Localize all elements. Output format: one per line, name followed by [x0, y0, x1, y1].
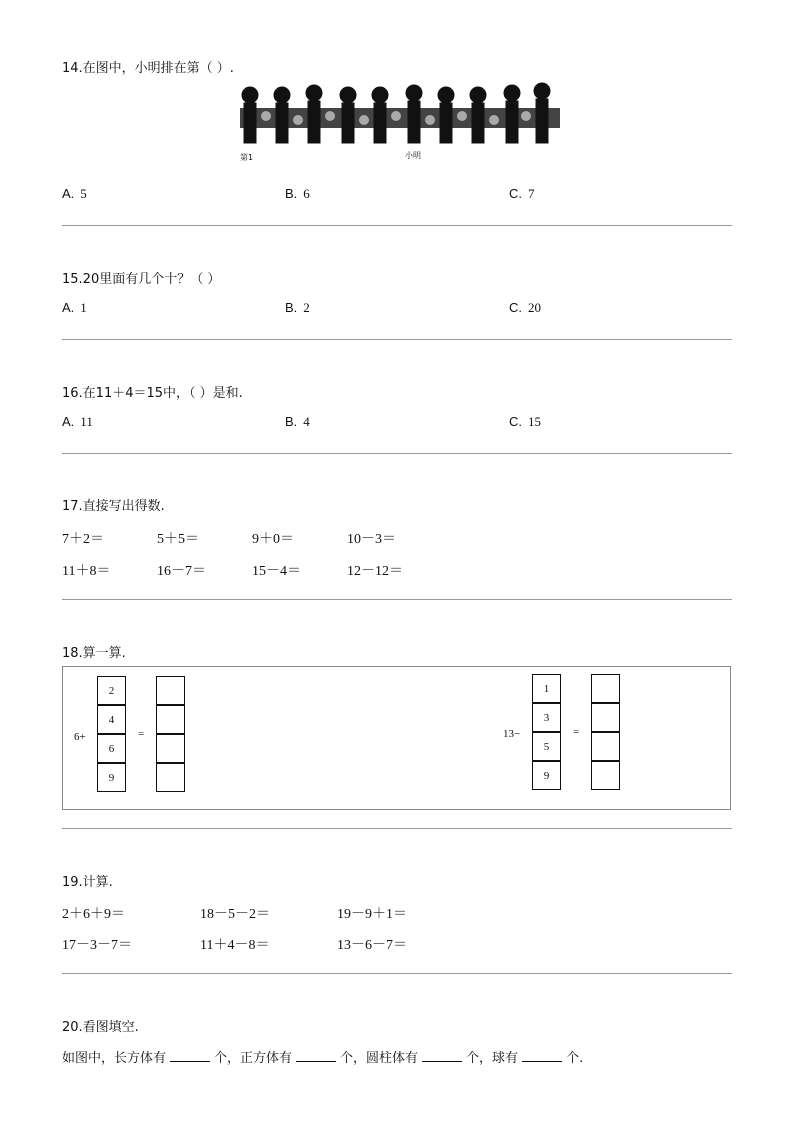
q15-option-a[interactable]: A. 1 — [62, 300, 87, 315]
q18-right-number-box: 1 — [532, 674, 561, 703]
q16-option-c[interactable]: C. 15 — [509, 414, 541, 429]
q19-expr: 17－3－7＝ — [62, 938, 132, 953]
blank-cube[interactable] — [296, 1049, 336, 1062]
image-label-xiaoming: 小明 — [405, 151, 421, 160]
q18-right-prefix: 13− — [503, 728, 521, 740]
q18-left-answer-box[interactable] — [156, 763, 185, 792]
image-label-start: 第1 — [240, 153, 254, 162]
q14-title: 14.在图中，小明排在第（ ）. — [62, 61, 234, 76]
q14-option-a[interactable]: A. 5 — [62, 186, 87, 201]
q17-expr: 16－7＝ — [157, 564, 206, 579]
q19-expr: 2＋6＋9＝ — [62, 907, 125, 922]
q18-left-equals: = — [138, 728, 145, 740]
q18-right-answer-box[interactable] — [591, 732, 620, 761]
q15-option-b[interactable]: B. 2 — [285, 300, 310, 315]
q19-expr: 11＋4－8＝ — [200, 938, 270, 953]
q17-expr: 9＋0＝ — [252, 532, 294, 547]
q17-expr: 5＋5＝ — [157, 532, 199, 547]
q17-expr: 10－3＝ — [347, 532, 396, 547]
q18-right-number-box: 3 — [532, 703, 561, 732]
divider — [62, 453, 732, 454]
divider — [62, 599, 732, 600]
q15-option-c[interactable]: C. 20 — [509, 300, 541, 315]
q16-title: 16.在11＋4＝15中，（ ）是和. — [62, 386, 243, 401]
q17-expr: 7＋2＝ — [62, 532, 104, 547]
q16-option-a[interactable]: A. 11 — [62, 414, 93, 429]
q18-left-number-box: 4 — [97, 705, 126, 734]
q17-title: 17.直接写出得数. — [62, 499, 165, 514]
divider — [62, 225, 732, 226]
q18-left-answer-box[interactable] — [156, 734, 185, 763]
q18-right-number-box: 9 — [532, 761, 561, 790]
blank-cuboid[interactable] — [170, 1049, 210, 1062]
divider — [62, 973, 732, 974]
q19-expr: 13－6－7＝ — [337, 938, 407, 953]
q18-title: 18.算一算. — [62, 646, 126, 661]
q15-title: 15.20里面有几个十？（ ） — [62, 272, 221, 287]
q18-left-prefix: 6+ — [74, 731, 86, 743]
q14-option-b[interactable]: B. 6 — [285, 186, 310, 201]
q17-expr: 11＋8＝ — [62, 564, 111, 579]
q18-left-number-box: 2 — [97, 676, 126, 705]
blank-cylinder[interactable] — [422, 1049, 462, 1062]
blank-sphere[interactable] — [522, 1049, 562, 1062]
q18-right-equals: = — [573, 726, 580, 738]
queue-children-image — [230, 80, 565, 166]
q17-expr: 12－12＝ — [347, 564, 403, 579]
q14-option-c[interactable]: C. 7 — [509, 186, 535, 201]
q18-left-number-box: 6 — [97, 734, 126, 763]
q16-option-b[interactable]: B. 4 — [285, 414, 310, 429]
q18-left-answer-box[interactable] — [156, 676, 185, 705]
q18-right-number-box: 5 — [532, 732, 561, 761]
q18-left-answer-box[interactable] — [156, 705, 185, 734]
q18-right-answer-box[interactable] — [591, 674, 620, 703]
q17-expr: 15－4＝ — [252, 564, 301, 579]
q18-left-number-box: 9 — [97, 763, 126, 792]
divider — [62, 339, 732, 340]
q19-title: 19.计算. — [62, 875, 113, 890]
q20-fill-sentence: 如图中，长方体有 个，正方体有 个，圆柱体有 个，球有 个. — [62, 1051, 584, 1066]
q20-title: 20.看图填空. — [62, 1020, 139, 1035]
q18-right-answer-box[interactable] — [591, 761, 620, 790]
q19-expr: 19－9＋1＝ — [337, 907, 407, 922]
q19-expr: 18－5－2＝ — [200, 907, 270, 922]
divider — [62, 828, 732, 829]
q18-right-answer-box[interactable] — [591, 703, 620, 732]
